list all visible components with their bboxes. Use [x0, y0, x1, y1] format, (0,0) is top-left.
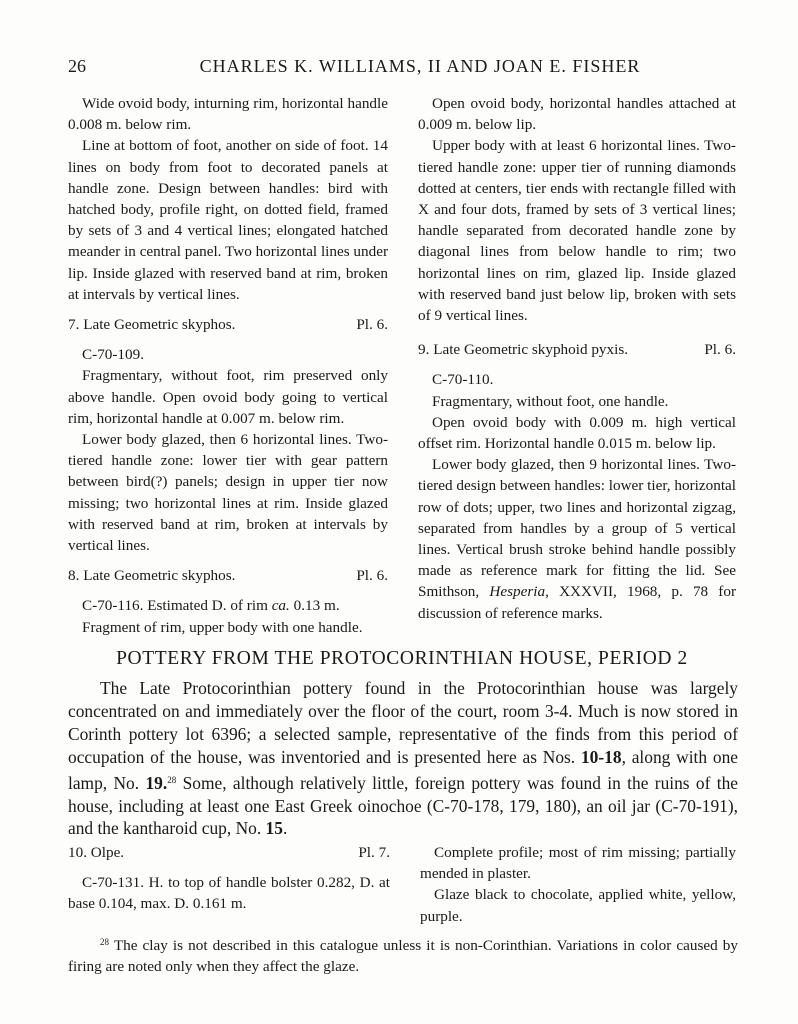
entry-title: Late Geometric skyphos.: [83, 316, 236, 334]
inventory-line: C-70-131. H. to top of handle bolster 0.282, D. at base 0.104, max. D. 0.161 m.: [68, 874, 390, 913]
section-heading: POTTERY FROM THE PROTOCORINTHIAN HOUSE, PERIOD 2: [116, 648, 688, 669]
left-column: [68, 93, 388, 638]
running-title: CHARLES K. WILLIAMS, II AND JOAN E. FISHER: [199, 56, 641, 76]
page-number: 26: [68, 56, 86, 76]
entry10-left: [68, 842, 390, 915]
inventory-line: C-70-116. Estimated D. of rim ca. 0.13 m.: [82, 597, 340, 615]
footnote-reference: 28: [167, 774, 177, 785]
entry-title: Late Geometric skyphos.: [83, 567, 236, 585]
section-paragraph: The Late Protocorinthian pottery found in the Protocorinthian house was largely concentrated on and immediately over the floor of the court, room 3-4. Much is now stored in Corinth pottery lot 6396; a selected sample, representative of the finds from this period of occupation of the house, was inventoried and is presented here as Nos. 10-18, along with one lamp, No. 19.28 Some, although relatively little, foreign pottery was found in the ruins of the house, including at least one East Greek oinochoe (C-70-178, 179, 180), an oil jar (C-70-191), and the kantharoid cup, No. 15.: [68, 678, 739, 839]
journal-title: Hesperia,: [489, 583, 549, 601]
catalogue-entry-heading: [68, 842, 390, 863]
paragraph: Fragmentary, without foot, rim preserved only above handle. Open ovoid body going to vertical rim, horizontal handle at 0.007 m. below rim.: [68, 367, 388, 427]
footnote-mark: 28: [100, 937, 109, 947]
inventory-number: C-70-110.: [432, 371, 494, 389]
paragraph: Complete profile; most of rim missing; partially mended in plaster.: [420, 844, 736, 883]
footnote: $^{28}$ The clay is not described in this catalogue unless it is non-Corinthian. Variations in color caused by firing are noted only when they affect the glaze.: [68, 937, 738, 975]
plate-reference: Pl. 6.: [356, 316, 388, 334]
paragraph: Upper body with at least 6 horizontal lines. Two-tiered handle zone: upper tier of running diamonds dotted at centers, tier ends with rectangle filled with X and four dots, framed by sets of 3 vertical lines; handle separated from decorated handle zone by diagonal lines from below handle to rim; two horizontal lines on rim, glazed lip. Inside glazed with reserved band just below lip, broken with sets of 9 vertical lines.: [418, 137, 736, 325]
inventory-number: C-70-109.: [82, 346, 145, 364]
plate-reference: Pl. 6.: [356, 567, 388, 585]
paragraph: Lower body glazed, then 9 horizontal lines. Two-tiered design between handles: lower tier, horizontal row of dots; upper, two lines and horizontal zigzag, separated from handles by a group of 5 vertical lines. Vertical brush stroke behind handle possibly made as reference mark for fitting the lid. See Smithson, Hesperia, XXXVII, 1968, p. 78 for discussion of reference marks.: [418, 456, 737, 622]
paragraph: Lower body glazed, then 6 horizontal lines. Two-tiered handle zone: lower tier with gear pattern between bird(?) panels; design in upper tier now missing; two horizontal lines at rim. Inside glazed with reserved band at rim, broken at intervals by vertical lines.: [68, 431, 388, 555]
entry-title: Olpe.: [90, 844, 125, 861]
paragraph: Line at bottom of foot, another on side of foot. 14 lines on body from foot to decorated panels at handle zone. Design between handles: bird with hatched body, profile right, on dotted field, framed by sets of 3 and 4 vertical lines; elongated hatched meander in central panel. Two horizontal lines under lip. Inside glazed with reserved band at rim, broken at intervals by vertical lines.: [68, 137, 389, 303]
catalogue-entry-heading: [418, 339, 736, 360]
entry-title: Late Geometric skyphoid pyxis.: [433, 341, 629, 359]
plate-reference: Pl. 6.: [704, 341, 736, 359]
page-header: [68, 56, 732, 80]
paragraph: Fragment of rim, upper body with one handle.: [82, 618, 363, 636]
paragraph: Open ovoid body, horizontal handles attached at 0.009 m. below lip.: [418, 95, 736, 134]
right-column: [418, 93, 736, 624]
paragraph: Glaze black to chocolate, applied white, yellow, purple.: [420, 886, 736, 925]
paragraph: Wide ovoid body, inturning rim, horizontal handle 0.008 m. below rim.: [68, 95, 388, 134]
catalogue-entry-heading: [68, 565, 388, 586]
entry10-right: [420, 842, 736, 927]
entry-number: 7.: [68, 316, 80, 334]
entry-number: 10.: [68, 844, 87, 861]
paragraph: Fragmentary, without foot, one handle.: [432, 392, 669, 410]
entry-number: 8.: [68, 567, 80, 585]
catalogue-entry-heading: [68, 314, 388, 335]
paragraph: Open ovoid body with 0.009 m. high vertical offset rim. Horizontal handle 0.015 m. below lip.: [418, 413, 736, 453]
plate-reference: Pl. 7.: [358, 844, 390, 861]
entry-number: 9.: [418, 341, 430, 359]
